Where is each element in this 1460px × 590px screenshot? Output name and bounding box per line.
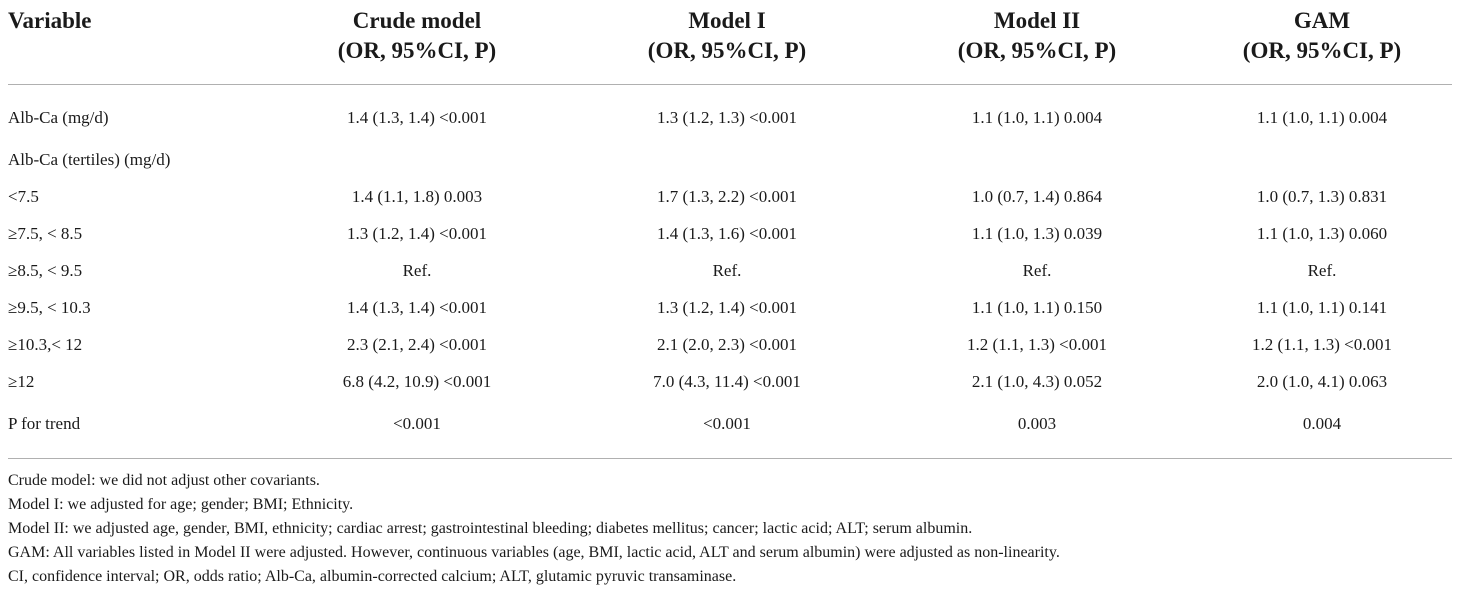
model-ii-cell: 1.1 (1.0, 1.1) 0.150 [971,298,1103,317]
crude-model-cell: Ref. [402,261,432,280]
crude-model-cell: 1.3 (1.2, 1.4) <0.001 [347,224,487,243]
model-i-cell: 1.7 (1.3, 2.2) <0.001 [657,187,797,206]
model-i-cell: 1.4 (1.3, 1.6) <0.001 [657,224,797,243]
row-variable-cell: Alb-Ca (tertiles) (mg/d) [8,150,171,169]
row-variable-cell: <7.5 [8,187,39,206]
header-row [8,0,1452,84]
row-variable-cell: ≥10.3,< 12 [8,335,83,354]
model-ii-cell: 1.2 (1.1, 1.3) <0.001 [967,335,1107,354]
footnote-model-i: Model I: we adjusted for age; gender; BMI; Ethnicity. [8,495,354,513]
gam-cell [1192,142,1452,179]
gam-cell: 1.1 (1.0, 1.1) 0.141 [1256,298,1388,317]
gam-cell: 0.004 [1302,414,1342,433]
row-variable-cell: ≥7.5, < 8.5 [8,224,83,243]
model-i-cell: Ref. [712,261,742,280]
crude-model-cell: 1.4 (1.3, 1.4) <0.001 [347,298,487,317]
gam-cell: 1.0 (0.7, 1.3) 0.831 [1256,187,1388,206]
model-ii-cell: 1.0 (0.7, 1.4) 0.864 [971,187,1103,206]
model-ii-cell: Ref. [1022,261,1052,280]
table-row [8,179,1452,216]
header-variable: Variable [8,8,92,33]
model-ii-cell: 1.1 (1.0, 1.3) 0.039 [971,224,1103,243]
table-row [8,364,1452,401]
footnote-gam: GAM: All variables listed in Model II were adjusted. However, continuous variables (age, BMI, lactic acid, ALT and serum albumin) were adjusted as non-linearity. [8,544,1060,562]
table-row [8,290,1452,327]
table-row [8,84,1452,142]
gam-cell: 1.1 (1.0, 1.1) 0.004 [1256,108,1388,127]
table-header [8,0,1452,84]
table-row [8,216,1452,253]
model-ii-cell: 1.1 (1.0, 1.1) 0.004 [971,108,1103,127]
header-model-i: Model I (OR, 95%CI, P) [647,8,807,63]
footnote-abbreviations: CI, confidence interval; OR, odds ratio; Alb-Ca, albumin-corrected calcium; ALT, glutamic pyruvic transaminase. [8,568,737,586]
model-ii-cell: 2.1 (1.0, 4.3) 0.052 [971,372,1103,391]
crude-model-cell [262,142,572,179]
crude-model-cell: 6.8 (4.2, 10.9) <0.001 [342,372,492,391]
footnote-model-ii: Model II: we adjusted age, gender, BMI, ethnicity; cardiac arrest; gastrointestinal bleeding; diabetes mellitus; cancer; lactic acid; ALT; serum albumin. [8,519,973,537]
model-i-cell: 7.0 (4.3, 11.4) <0.001 [653,372,801,391]
model-ii-cell [882,142,1192,179]
crude-model-cell: 2.3 (2.1, 2.4) <0.001 [347,335,487,354]
row-variable-cell: ≥8.5, < 9.5 [8,261,83,280]
model-i-cell: 2.1 (2.0, 2.3) <0.001 [657,335,797,354]
model-i-cell: 1.3 (1.2, 1.3) <0.001 [657,108,797,127]
model-ii-cell: 0.003 [1017,414,1057,433]
results-table [8,0,1452,459]
table-row [8,401,1452,459]
table-row [8,142,1452,179]
model-i-cell [572,142,882,179]
table-row [8,253,1452,290]
header-model-ii: Model II (OR, 95%CI, P) [957,8,1117,63]
header-gam: GAM (OR, 95%CI, P) [1242,8,1402,63]
table-footnotes [8,469,1452,590]
footnote-crude-model: Crude model: we did not adjust other covariants. [8,471,320,489]
gam-cell: Ref. [1307,261,1337,280]
model-i-cell: <0.001 [703,414,751,433]
row-variable-cell: P for trend [8,414,81,433]
gam-cell: 1.1 (1.0, 1.3) 0.060 [1256,224,1388,243]
table-body [8,84,1452,458]
row-variable-cell: Alb-Ca (mg/d) [8,108,109,127]
gam-cell: 1.2 (1.1, 1.3) <0.001 [1252,335,1392,354]
model-i-cell: 1.3 (1.2, 1.4) <0.001 [657,298,797,317]
crude-model-cell: <0.001 [393,414,441,433]
gam-cell: 2.0 (1.0, 4.1) 0.063 [1256,372,1388,391]
results-table-container [8,0,1452,590]
row-variable-cell: ≥9.5, < 10.3 [8,298,91,317]
table-row [8,327,1452,364]
header-crude-model: Crude model (OR, 95%CI, P) [337,8,497,63]
row-variable-cell: ≥12 [8,372,35,391]
crude-model-cell: 1.4 (1.3, 1.4) <0.001 [347,108,487,127]
crude-model-cell: 1.4 (1.1, 1.8) 0.003 [351,187,483,206]
